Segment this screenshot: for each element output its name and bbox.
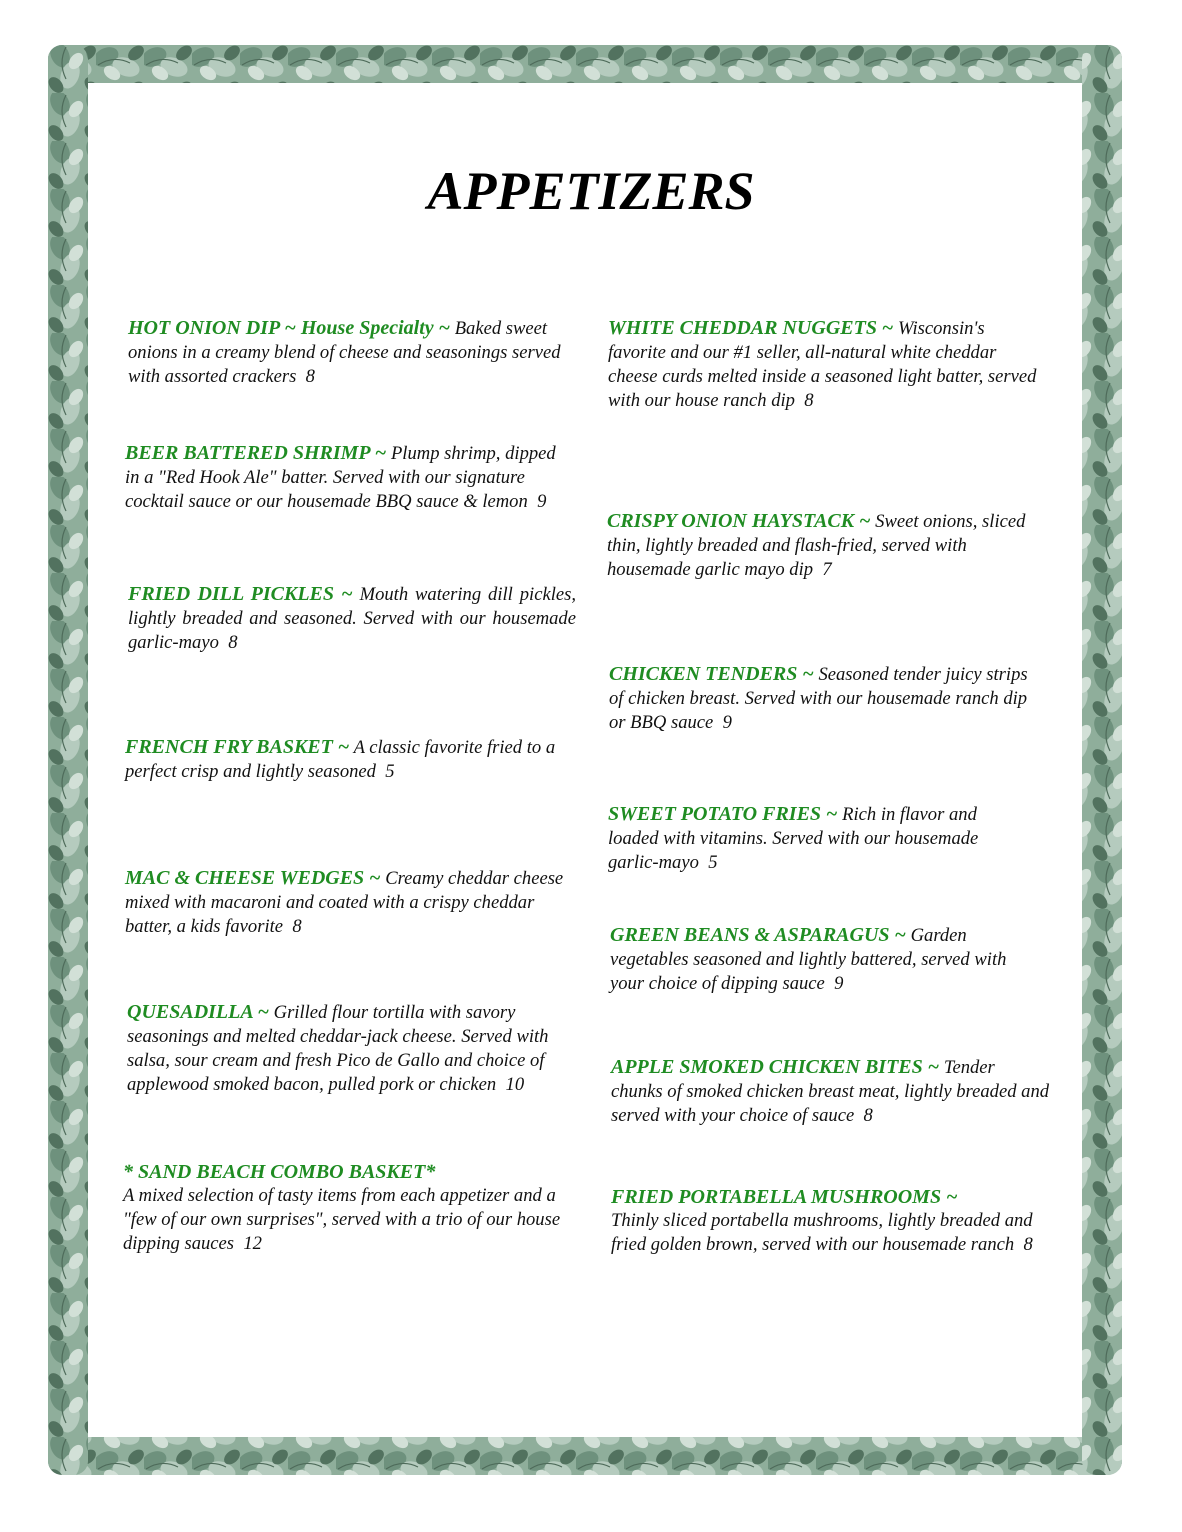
menu-item-mac-cheese-wedges — [125, 866, 565, 939]
menu-item-chicken-tenders — [609, 662, 1029, 735]
item-description: A classic favorite fried to a perfect crisp and lightly seasoned — [125, 737, 556, 782]
item-name: FRENCH FRY BASKET ~ — [125, 736, 350, 758]
menu-item-apple-smoked-chicken-bites — [611, 1055, 1051, 1128]
menu-item-fried-dill-pickles — [128, 582, 576, 655]
item-name: CHICKEN TENDERS ~ — [609, 663, 814, 685]
menu-item-green-beans-asparagus — [610, 923, 1030, 996]
menu-item-white-cheddar-nuggets — [608, 316, 1044, 413]
menu-item-fried-portabella-mushrooms — [611, 1185, 1041, 1257]
item-price: 8 — [292, 916, 302, 937]
item-name: FRIED DILL PICKLES ~ — [128, 583, 353, 605]
item-price: 9 — [722, 712, 732, 733]
item-price: 9 — [537, 491, 547, 512]
page-title: APPETIZERS — [427, 161, 755, 221]
menu-item-sand-beach-combo-basket — [123, 1160, 571, 1256]
item-name: SWEET POTATO FRIES ~ — [608, 803, 838, 825]
item-description: Grilled flour tortilla with savory seasonings and melted cheddar-jack cheese. Served with salsa, sour cream and fresh Pico de Gallo and choice of applewood smoked bacon, pulled pork or chicken — [127, 1002, 549, 1095]
item-name: * SAND BEACH COMBO BASKET* — [123, 1161, 436, 1183]
item-price: 12 — [243, 1233, 262, 1254]
item-description: A mixed selection of tasty items from each appetizer and a "few of our own surprises", served with a trio of our house dipping sauces — [123, 1185, 561, 1254]
item-description: Garden vegetables seasoned and lightly battered, served with your choice of dipping sauce — [610, 925, 1007, 994]
item-description: Sweet onions, sliced thin, lightly breaded and flash-fried, served with housemade garlic mayo dip — [607, 511, 1026, 580]
item-name: QUESADILLA ~ — [127, 1001, 269, 1023]
item-name: WHITE CHEDDAR NUGGETS ~ — [608, 317, 894, 339]
item-price: 8 — [863, 1105, 873, 1126]
item-price: 5 — [385, 761, 395, 782]
item-description: Rich in flavor and loaded with vitamins. Served with our housemade garlic-mayo — [608, 804, 979, 873]
item-name: HOT ONION DIP ~ House Specialty ~ — [128, 317, 451, 339]
item-description: Wisconsin's favorite and our #1 seller, all-natural white cheddar cheese curds melted inside a seasoned light batter, served with our house ranch dip — [608, 318, 1037, 411]
item-description: Mouth watering dill pickles, lightly breaded and seasoned. Served with our housemade garlic-mayo — [128, 584, 576, 653]
item-price: 5 — [708, 852, 718, 873]
item-name: MAC & CHEESE WEDGES ~ — [125, 867, 381, 889]
menu-item-beer-battered-shrimp — [125, 441, 573, 514]
item-description: Baked sweet onions in a creamy blend of cheese and seasonings served with assorted crackers — [128, 318, 561, 387]
menu-item-crispy-onion-haystack — [607, 509, 1055, 582]
item-description: Thinly sliced portabella mushrooms, lightly breaded and fried golden brown, served with our housemade ranch — [611, 1210, 1033, 1255]
item-price: 7 — [822, 559, 832, 580]
menu-item-sweet-potato-fries — [608, 802, 1028, 875]
item-description: Creamy cheddar cheese mixed with macaroni and coated with a crispy cheddar batter, a kids favorite — [125, 868, 564, 937]
item-price: 8 — [228, 632, 238, 653]
item-price: 10 — [505, 1074, 525, 1095]
item-price: 8 — [305, 366, 315, 387]
item-price: 8 — [1023, 1234, 1033, 1255]
item-name: BEER BATTERED SHRIMP ~ — [125, 442, 387, 464]
item-price: 8 — [804, 390, 814, 411]
item-name: APPLE SMOKED CHICKEN BITES ~ — [611, 1056, 940, 1078]
menu-item-hot-onion-dip — [128, 316, 576, 389]
item-description: Seasoned tender juicy strips of chicken breast. Served with our housemade ranch dip or BBQ sauce — [609, 664, 1028, 733]
menu-item-french-fry-basket — [125, 735, 573, 784]
item-name: GREEN BEANS & ASPARAGUS ~ — [610, 924, 906, 946]
item-name: FRIED PORTABELLA MUSHROOMS ~ — [611, 1186, 958, 1208]
item-description: Plump shrimp, dipped in a "Red Hook Ale" batter. Served with our signature cocktail sauce or our housemade BBQ sauce & lemon — [125, 443, 556, 512]
item-description: Tender chunks of smoked chicken breast meat, lightly breaded and served with your choice of sauce — [611, 1057, 1050, 1126]
item-name: CRISPY ONION HAYSTACK ~ — [607, 510, 871, 532]
menu-item-quesadilla — [127, 1000, 567, 1097]
item-price: 9 — [834, 973, 844, 994]
